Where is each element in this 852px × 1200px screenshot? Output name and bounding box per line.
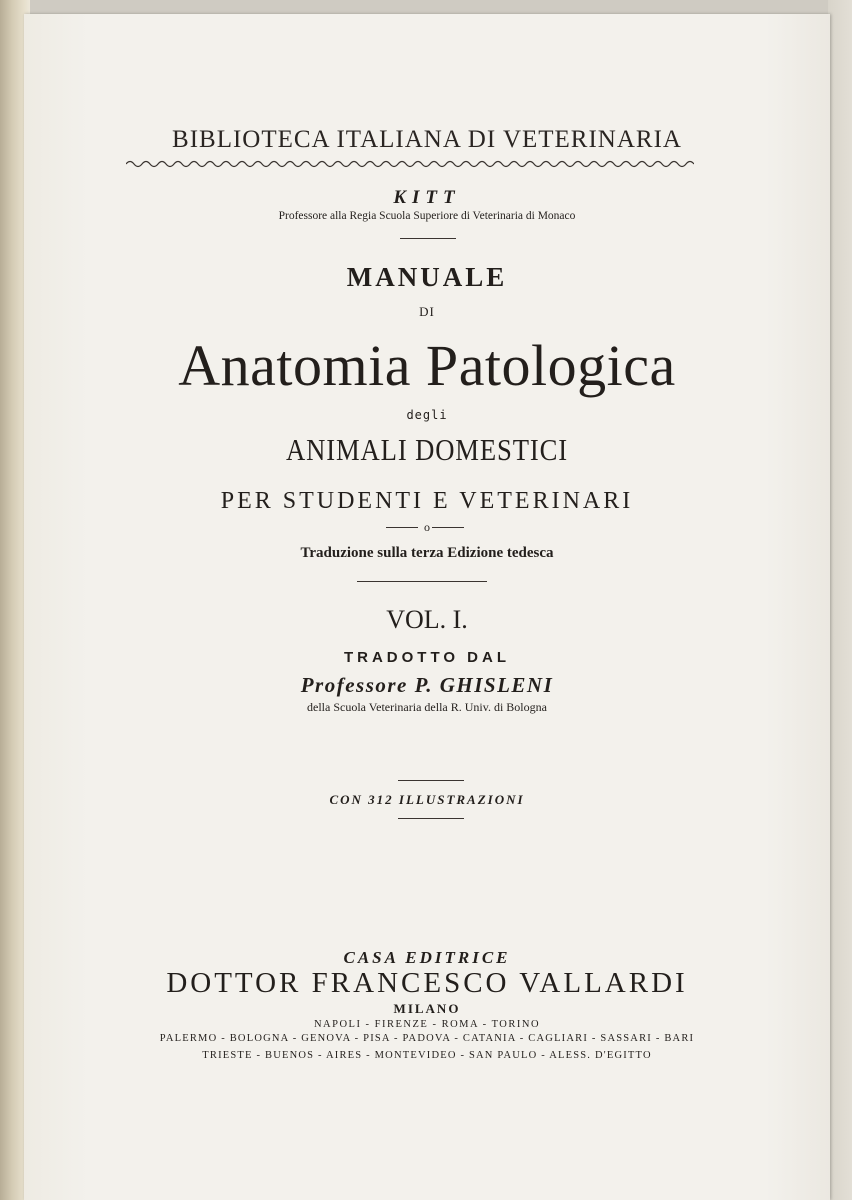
wavy-rule bbox=[126, 157, 694, 171]
publisher-city: MILANO bbox=[393, 1001, 461, 1016]
author-name: KITT bbox=[393, 187, 461, 208]
title-animali: ANIMALI DOMESTICI bbox=[286, 432, 568, 467]
branch-cities-line2: PALERMO - BOLOGNA - GENOVA - PISA - PADOVA - CATANIA - CAGLIARI - SASSARI - BARI bbox=[159, 1033, 695, 1044]
author-role: Professore alla Regia Scuola Superiore di Veterinaria di Monaco bbox=[278, 210, 576, 222]
title-page bbox=[24, 14, 830, 1200]
title-di: DI bbox=[419, 304, 435, 319]
title-manuale: MANUALE bbox=[346, 262, 508, 292]
divider-rule bbox=[398, 780, 464, 781]
branch-cities-line1: NAPOLI - FIRENZE - ROMA - TORINO bbox=[313, 1019, 541, 1030]
divider-rule bbox=[398, 818, 464, 819]
publisher-name: DOTTOR FRANCESCO VALLARDI bbox=[166, 967, 688, 999]
divider-rule bbox=[400, 238, 456, 239]
series-title: BIBLIOTECA ITALIANA DI VETERINARIA bbox=[172, 126, 682, 153]
title-subtitle: PER STUDENTI E VETERINARI bbox=[220, 488, 634, 514]
divider-rule bbox=[357, 581, 487, 582]
main-title: Anatomia Patologica bbox=[178, 333, 676, 398]
ornament-circle: o bbox=[424, 520, 430, 534]
page-edge bbox=[828, 0, 852, 1200]
title-degli: degli bbox=[406, 408, 448, 422]
translator-name: Professore P. GHISLENI bbox=[300, 673, 554, 697]
translation-note: Traduzione sulla terza Edizione tedesca bbox=[300, 545, 554, 561]
ornament-rule-right bbox=[432, 527, 464, 528]
branch-cities-line3: TRIESTE - BUENOS - AIRES - MONTEVIDEO - SAN PAULO - ALESS. D'EGITTO bbox=[202, 1050, 652, 1061]
volume-number: VOL. I. bbox=[386, 605, 468, 634]
publisher-intro: CASA EDITRICE bbox=[343, 948, 511, 967]
translator-affiliation: della Scuola Veterinaria della R. Univ. di Bologna bbox=[307, 700, 547, 714]
illustrations-note: CON 312 ILLUSTRAZIONI bbox=[329, 792, 525, 807]
translator-intro: TRADOTTO DAL bbox=[343, 649, 511, 666]
